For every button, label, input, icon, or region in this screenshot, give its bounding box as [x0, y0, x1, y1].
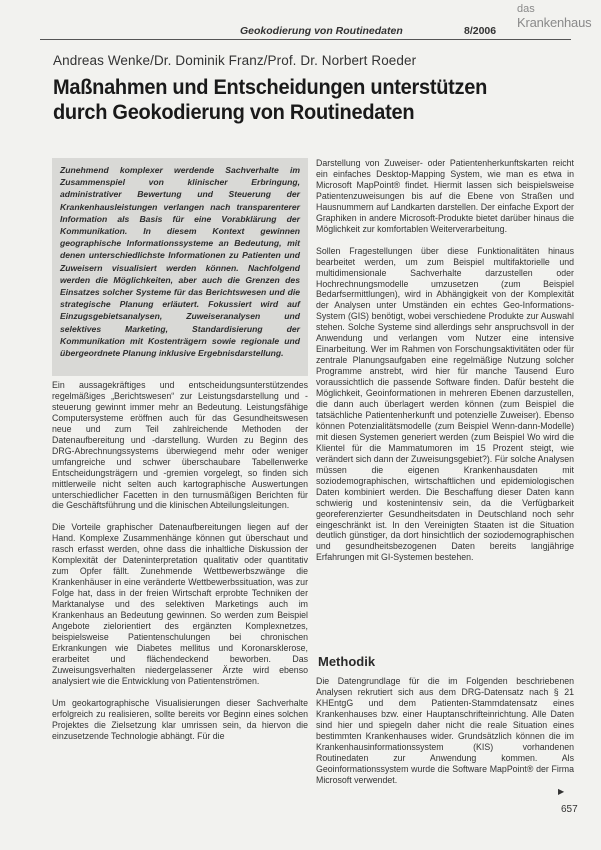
article-authors: Andreas Wenke/Dr. Dominik Franz/Prof. Dr. Norbert Roeder	[53, 53, 417, 68]
page-number: 657	[561, 804, 578, 815]
right-column	[316, 158, 574, 563]
body-paragraph: Die Datengrundlage für die im Folgenden beschriebenen Analysen rekrutiert sich aus dem DRG-Datensatz nach § 21 KHEntgG und dem Patienten-Stammdatensatz eines Krankenhauses bzw. einer Hauptanschrifteinrichtung. Alle Daten sind hier und spiegeln daher nicht die reale Situation eines bestimmten Krankenhauses wider. Grundsätzlich können die im Krankenhausinformationssystem (KIS) vorhandenen Routinedaten zur Anwendung kommen. Als Geoinformationssystem wurde die Software MapPoint® der Firma Microsoft verwendet.	[316, 676, 574, 785]
left-column	[52, 380, 308, 742]
methodik-column	[316, 676, 574, 786]
section-heading-methodik: Methodik	[318, 654, 376, 669]
body-paragraph: Um geokartographische Visualisierungen dieser Sachverhalte erfolgreich zu realisieren, sollte bereits vor Beginn eines solchen Projektes die Zielsetzung klar umrissen sein, da hiervon die einzusetzende Technologie abhängt. Für die	[52, 697, 308, 741]
abstract-text: Zunehmend komplexer werdende Sachverhalte im Zusammenspiel von klinischer Erbringung, administrativer Bewertung und Steuerung der Krankenhausleistungen verlangen nach transparenterer Information als Basis für eine Vorabklärung der Kommunikation. In diesem Kontext gewinnen geographische Informationssysteme an Bedeutung, mit denen unterschiedlichste Informationen zu Patienten und Zuweisern visualisiert werden können. Nachfolgend werden die Möglichkeiten, aber auch die Grenzen des Einsatzes solcher Systeme für das Berichtswesen und die strategische Planung erläutert. Fokussiert wird auf Einzugsgebietsanalysen, Zuweiseranalysen und selektives Marketing, Standardisierung der Kommunikation mit Kostenträgern sowie regionale und übergeordnete Planung inklusive Ergebnisdarstellung.	[60, 165, 300, 359]
body-paragraph: Darstellung von Zuweiser- oder Patientenherkunftskarten reicht ein einfaches Desktop-Mapping System, wie man es etwa in Microsoft MapPoint® findet. Hiermit lassen sich beispielsweise Patientenzuweisungen bis auf die Ebene von Straßen und Hausnummern auf Landkarten darstellen. Der einfache Export der Graphiken in andere Microsoft-Produkte bietet darüber hinaus die Möglichkeit zur komfortablen Weiterverarbeitung.	[316, 158, 574, 234]
journal-logo	[517, 4, 597, 29]
body-paragraph: Sollen Fragestellungen über diese Funktionalitäten hinaus bearbeitet werden, um zum Beispiel multifaktorielle und multidimensionale Sachverhalte darzustellen oder Hochrechnungsmodelle umzusetzen (zum Beispiel Bedarfsermittlungen), wird in Abhängigkeit von der Komplexität der Analysen unter Umständen ein echtes Geo-Informations-System (GIS) benötigt, wobei verschiedene Produkte zur Auswahl stehen. Solche Systeme sind allerdings sehr anspruchsvoll in der Anwendung und verlangen vom Nutzer eine intensive Einarbeitung. Wer im Rahmen von Forschungsaktivitäten oder für zentrale Planungsaufgaben eine regelmäßige Nutzung solcher Programme anstrebt, wird hier für manche Tausend Euro voraussichtlich die passende Software finden. Dafür besteht die Möglichkeit, Geoinformationen in mehreren Ebenen darzustellen, die dann auch überlagert werden können (zum Beispiel die tatsächliche Patientenherkunft und potenzielle Zuweiser). Ebenso können Potenzialitätsmodelle (zum Beispiel Wenn-dann-Modelle) mit diesen Systemen generiert werden (zum Beispiel Wo wird die Klientel für die Mammatumoren im 15 Prozent steigt, wie verändert sich dann der Zuweisungsgebiet?). Für solche Analysen müssen die eigenen Krankenhausdaten mit soziodemographischen, wirtschaftlichen und epidemiologischen Daten kombiniert werden. Die Beschaffung dieser Daten kann schwierig und kostenintensiv sein, da die Verfügbarkeit georeferenzierter Gesundheitsdaten in Deutschland noch sehr eingeschränkt ist. In den Vereinigten Staaten ist die Situation deutlich günstiger, da dort hinsichtlich der soziodemographischen und gesundheitsbezogenen Daten bereits langjährige Erfahrungen mit GI-Systemen bestehen.	[316, 245, 574, 563]
article-title: Maßnahmen und Entscheidungen unterstützen durch Geokodierung von Routinedaten	[53, 75, 488, 124]
header-rule	[40, 39, 571, 40]
journal-logo-prefix: das	[517, 3, 535, 15]
running-head: Geokodierung von Routinedaten	[240, 25, 403, 37]
body-paragraph: Ein aussagekräftiges und entscheidungsunterstützendes regelmäßiges „Berichtswesen“ zur Leistungsdarstellung und -steuerung gewinnt immer mehr an Bedeutung. Leistungsfähige Computersysteme eröffnen auch für das Gesundheitswesen neue und zum Teil zahlreichende Methoden der Datenaufbereitung und -darstellung. Wurden zu Beginn des DRG-Abrechnungssystems überwiegend mehr oder weniger umfangreiche und schwer überschaubare Tabellenwerke Entscheidungsträgern und -gremien vorgelegt, so finden sich mittlerweile nicht selten auch kartographische Auswertungen unterschiedlicher Facetten in den turnusmäßigen Berichten für die Geschäftsführung und die klinischen Abteilungsleitungen.	[52, 380, 308, 511]
continue-arrow-icon: ▶	[558, 787, 565, 796]
body-paragraph: Die Vorteile graphischer Datenaufbereitungen liegen auf der Hand. Komplexe Zusammenhänge können gut überschaut und rasch erfasst werden, ohne dass die inhaltliche Diskussion der Komplexität der Dateninterpretation qualitativ oder quantitativ zum Opfer fällt. Zunehmende Wettbewerbszwänge die Krankenhäuser in eine veränderte Wettbewerbssituation, was zur Folge hat, dass in der freien Wirtschaft erprobte Techniken der Marktanalyse und des selektiven Marketings auch im Krankenhaus an Bedeutung gewinnen. So werden zum Beispiel Angebote zielorientiert des ergänzten Komplexnetzes, beispielsweise Patientenschulungen bei chronischen Erkrankungen wie Diabetes mellitus und Koronarsklerose, erarbeitet und flächendeckend beworben. Das Zuweisungsverhalten niedergelassener Ärzte wird ebenso analysiert wie die Entwicklung von Patientenströmen.	[52, 522, 308, 686]
issue-number: 8/2006	[464, 25, 497, 37]
journal-logo-name: Krankenhaus	[517, 15, 592, 30]
